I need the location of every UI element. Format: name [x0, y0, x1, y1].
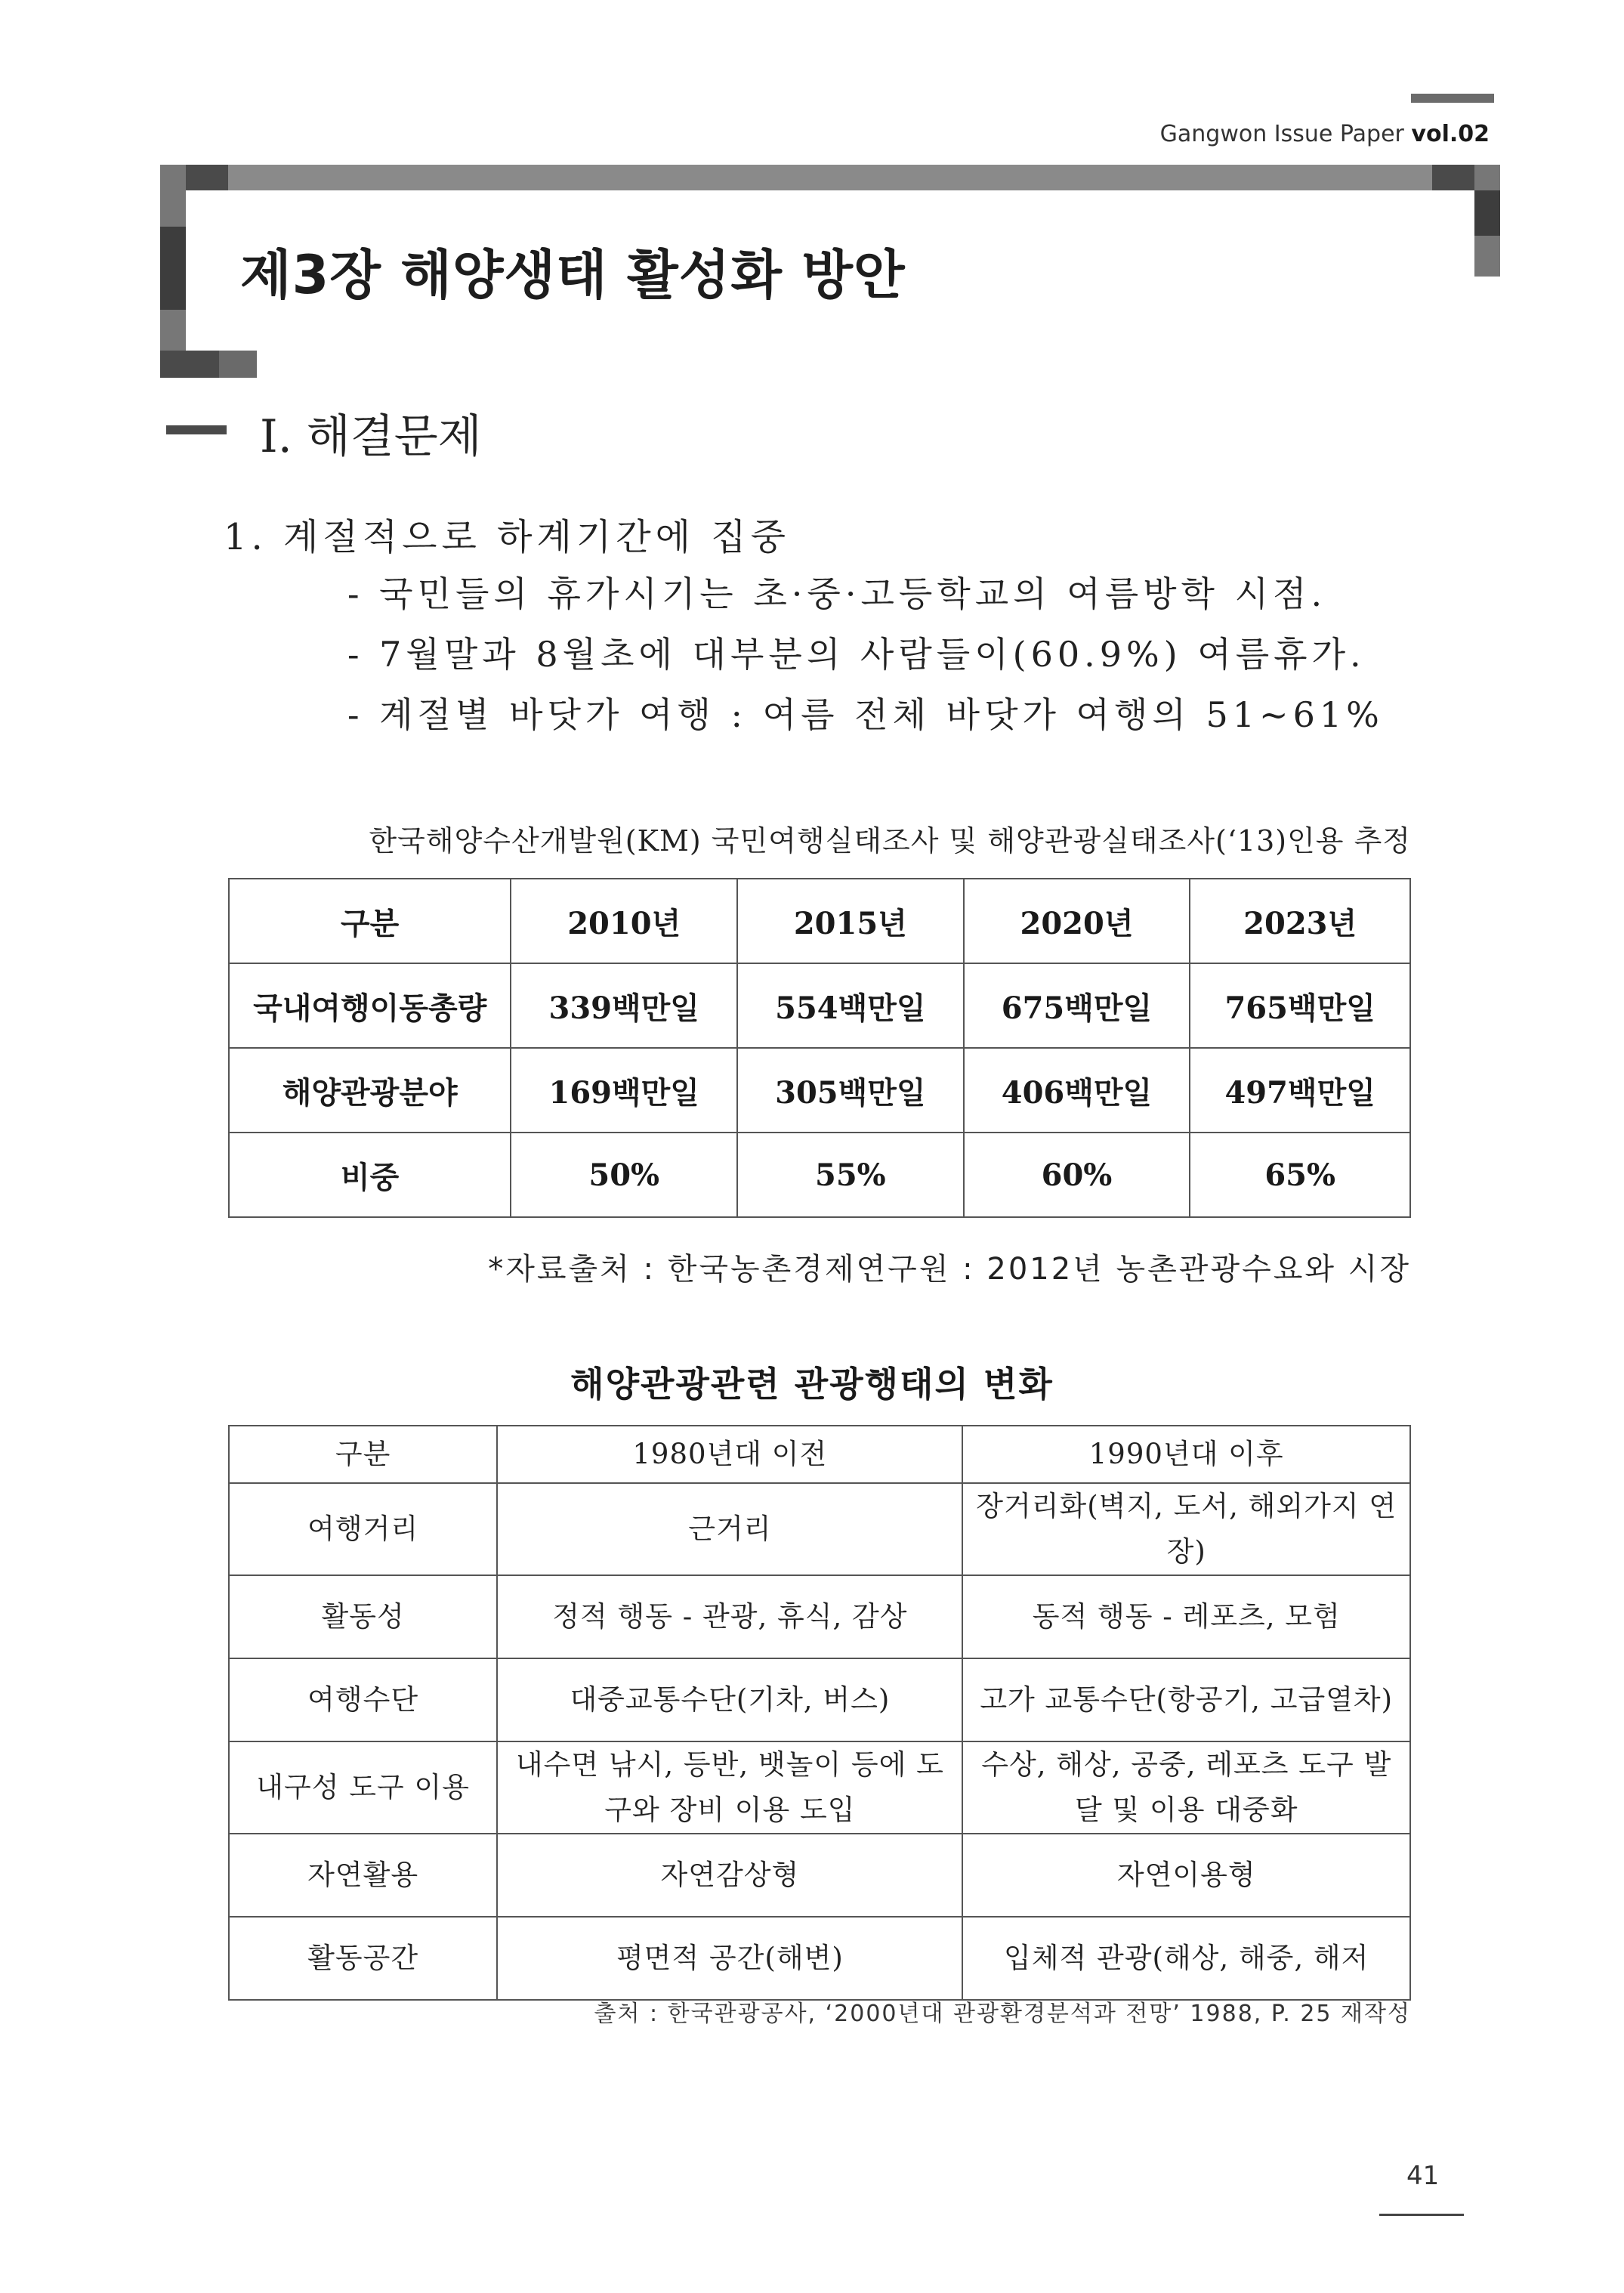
row-label: 해양관광분야 [229, 1048, 511, 1133]
table-cell: 50% [511, 1133, 737, 1217]
series-name: Gangwon Issue Paper [1159, 121, 1404, 147]
table-cell: 내수면 낚시, 등반, 뱃놀이 등에 도구와 장비 이용 도입 [497, 1741, 962, 1834]
table-row [229, 1658, 1410, 1741]
table-header-row [229, 879, 1410, 963]
table-header-row [229, 1426, 1410, 1483]
header-cell: 2020년 [964, 879, 1190, 963]
header-cell: 구분 [229, 1426, 497, 1483]
table-cell: 입체적 관광(해상, 해중, 해저 [962, 1917, 1410, 2000]
table-cell: 수상, 해상, 공중, 레포츠 도구 발달 및 이용 대중화 [962, 1741, 1410, 1834]
row-label: 활동성 [229, 1575, 497, 1658]
table-cell: 554백만일 [737, 963, 964, 1048]
row-label: 자연활용 [229, 1834, 497, 1917]
table-row [229, 1133, 1410, 1217]
table-cell: 정적 행동 - 관광, 휴식, 감상 [497, 1575, 962, 1658]
table-row [229, 1741, 1410, 1834]
row-label: 활동공간 [229, 1917, 497, 2000]
table-cell: 675백만일 [964, 963, 1190, 1048]
table-cell: 406백만일 [964, 1048, 1190, 1133]
header-cell: 2010년 [511, 879, 737, 963]
frame-bottom-accent [160, 351, 219, 378]
table2-title: 해양관광관련 관광행태의 변화 [570, 1364, 1054, 1405]
header-cell: 구분 [229, 879, 511, 963]
table-cell: 자연감상형 [497, 1834, 962, 1917]
table2-source: 출처 : 한국관광공사, ‘2000년대 관광환경분석과 전망’ 1988, P. 25 재작성 [594, 2001, 1411, 2027]
page-number: 41 [1406, 2161, 1440, 2191]
table-cell: 765백만일 [1190, 963, 1410, 1048]
table-row [229, 1483, 1410, 1575]
chapter-title: 제3장 해양생태 활성화 방안 [240, 244, 906, 306]
header-cell: 1980년대 이전 [497, 1426, 962, 1483]
table-cell: 339백만일 [511, 963, 737, 1048]
table-cell: 근거리 [497, 1483, 962, 1575]
table-cell: 65% [1190, 1133, 1410, 1217]
table-cell: 고가 교통수단(항공기, 고급열차) [962, 1658, 1410, 1741]
row-label: 비중 [229, 1133, 511, 1217]
section-dash [166, 425, 227, 434]
table-cell: 497백만일 [1190, 1048, 1410, 1133]
table-row [229, 1575, 1410, 1658]
bullet-2: - 7월말과 8월초에 대부분의 사람들이(60.9%) 여름휴가. [347, 634, 1366, 675]
frame-top-bar [160, 165, 1500, 190]
header-accent-bar [1411, 94, 1494, 103]
table-row [229, 1834, 1410, 1917]
row-label: 내구성 도구 이용 [229, 1741, 497, 1834]
header-cell: 1990년대 이후 [962, 1426, 1410, 1483]
table-row [229, 1048, 1410, 1133]
frame-left-accent [160, 227, 186, 310]
item-title: 1. 계절적으로 하계기간에 집중 [224, 516, 790, 558]
travel-volume-table [228, 878, 1411, 1218]
row-label: 국내여행이동총량 [229, 963, 511, 1048]
running-header [1160, 121, 1490, 147]
table-cell: 장거리화(벽지, 도서, 해외가지 연장) [962, 1483, 1410, 1575]
table-cell: 60% [964, 1133, 1190, 1217]
table-cell: 동적 행동 - 레포츠, 모험 [962, 1575, 1410, 1658]
table-cell: 55% [737, 1133, 964, 1217]
frame-right-accent [1474, 190, 1500, 236]
table1-source: *자료출처 : 한국농촌경제연구원 : 2012년 농촌관광수요와 시장 [488, 1252, 1411, 1287]
table-row [229, 963, 1410, 1048]
header-cell: 2023년 [1190, 879, 1410, 963]
table-cell: 자연이용형 [962, 1834, 1410, 1917]
row-label: 여행수단 [229, 1658, 497, 1741]
footer-rule [1379, 2214, 1464, 2216]
table-cell: 305백만일 [737, 1048, 964, 1133]
table-cell: 평면적 공간(해변) [497, 1917, 962, 2000]
tourism-behavior-table [228, 1425, 1411, 2001]
table-row [229, 1917, 1410, 2000]
table-cell: 169백만일 [511, 1048, 737, 1133]
header-cell: 2015년 [737, 879, 964, 963]
volume-label: vol.02 [1411, 121, 1490, 147]
row-label: 여행거리 [229, 1483, 497, 1575]
bullet-1: - 국민들의 휴가시기는 초·중·고등학교의 여름방학 시점. [347, 573, 1327, 614]
section-title: Ⅰ. 해결문제 [260, 410, 482, 463]
table1-caption: 한국해양수산개발원(KM) 국민여행실태조사 및 해양관광실태조사(‘13)인용 추정 [369, 824, 1411, 858]
table-cell: 대중교통수단(기차, 버스) [497, 1658, 962, 1741]
bullet-3: - 계절별 바닷가 여행 : 여름 전체 바닷가 여행의 51~61% [347, 694, 1384, 735]
